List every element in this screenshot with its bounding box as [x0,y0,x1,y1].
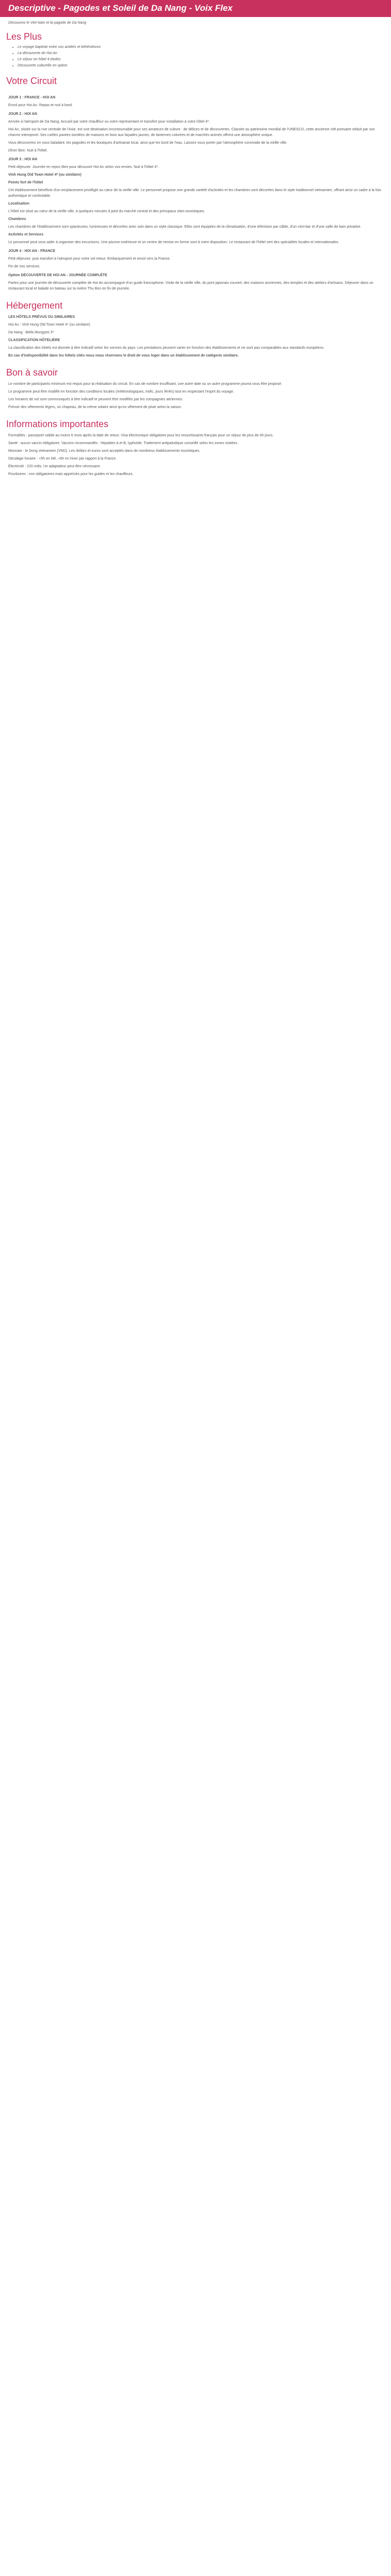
paragraph: Le nombre de participants minimum est requis pour la réalisation du circuit. En cas de nombre insuffisant, une autre date ou un autre programme pourra vous être proposé. [8,382,282,386]
paragraph: Petit déjeuner. Journée en repos libre pour découvrir Hoi An selon vos envies. Nuit à l'hôtel 4*. [8,165,159,169]
paragraph: Partez pour une journée de découverte complète de Hoi An accompagné d'un guide francophone. Visite de la vieille ville, du pont japonais couvert, des maisons anciennes, des temples et des ateliers d'artisans. Déjeuner dans un restaurant local et balade en bateau sur la rivière Thu Bon en fin de journée. [8,281,373,291]
paragraph: Fin de nos services. [8,265,41,268]
paragraph: Le personnel peut vous aider à organiser des excursions. Une piscine extérieure et un centre de remise en forme sont à votre disposition. Le restaurant de l'hôtel sert des spécialités locales et internationales. [8,241,339,244]
paragraph: Prévoir des vêtements légers, un chapeau, de la crème solaire ainsi qu'un vêtement de pluie selon la saison. [8,405,182,409]
paragraph: CLASSIFICATION HÔTELIÈRE [8,338,60,342]
paragraph: Électricité : 220 volts. Un adaptateur peut être nécessaire. [8,465,101,468]
list-item: • La découverte de Hoi An [18,50,391,57]
paragraph: JOUR 4 : HOI AN - FRANCE [8,249,56,253]
paragraph: L'hôtel est situé au cœur de la vieille ville, à quelques minutes à pied du marché central et des principaux sites touristiques. [8,210,205,213]
list-item: • Le voyage baptiste entre vos amitiés et béhénitrices [18,44,391,50]
paragraph: En cas d'indisponibilité dans les hôtels cités nous nous réservons le droit de vous loger dans un établissement de catégorie similaire. [8,354,239,358]
paragraph: Formalités : passeport valide au moins 6 mois après la date de retour. Visa électronique obligatoire pour les ressortissants français pour un séjour de plus de 45 jours. [8,434,274,437]
paragraph: Vous découvrirez en vous baladant, les pagodes et les boutiques d'artisanat local, ainsi que les bord de l'eau. Laissez-vous porter par l'atmosphère conviviale de la vieille ville. [8,141,287,145]
list-item: • Découverte culturelle en option [18,63,391,69]
circuit-heading: Votre Circuit [6,76,57,86]
paragraph: Dîner libre. Nuit à l'hôtel. [8,149,48,152]
paragraph: Les horaires de vol sont communiqués à titre indicatif et peuvent être modifiés par les compagnies aériennes. [8,398,183,401]
paragraph: Les chambres de l'établissement sont spacieuses, lumineuses et décorées avec soin dans un style classique. Elles sont équipées de la climatisation, d'une télévision par câble, d'un mini-bar et d'une salle de bain privative. [8,225,362,229]
list-item: • Le séjour en hôtel 4 étoiles [18,57,391,63]
paragraph: Cet établissement bénéficie d'un emplacement privilégié au cœur de la vieille ville. Le personnel propose une grande variété d'activités et les chambres sont décorées dans le style traditionnel vietnamien, offrant ainsi un cadre à la fois authentique et confortable. [8,189,381,198]
hebergement-heading: Hébergement [6,300,63,311]
paragraph: Petit déjeuner, puis transfert à l'aéroport pour votre vol retour. Embarquement et envol vers la France. [8,257,171,261]
paragraph: Hoi An : Vinh Hung Old Town Hotel 4* (ou similaire) [8,323,90,327]
bon-heading: Bon à savoir [6,367,58,378]
paragraph: JOUR 2 : HOI AN [8,112,37,116]
paragraph: Santé : aucun vaccin obligatoire. Vaccins recommandés : hépatites A et B, typhoïde. Traitement antipaludique conseillé selon les zones visitées. [8,442,238,445]
paragraph: Option DÉCOUVERTE DE HOI AN - JOURNÉE COMPLÈTE [8,274,107,277]
bottom-spacer [0,479,391,482]
paragraph: Arrivée à l'aéroport de Da Nang. Accueil par votre chauffeur ou votre représentant et transfert pour installation à votre hôtel 4*. [8,120,210,124]
paragraph: Da Nang : Bella Mungyeo 3* [8,331,54,334]
paragraph: Activités et Services [8,233,44,236]
paragraph: Monnaie : le Dong vietnamien (VND). Les dollars et euros sont acceptés dans de nombreux établissements touristiques. [8,449,201,453]
plus-heading: Les Plus [6,31,42,42]
paragraph: Hoi An, située sur la rive centrale de l'Asie, est une destination incontournable pour ses amateurs de culture : de délices et de découvertes. Classée au patrimoine mondial de l'UNESCO, cette ancienne cité portuaire séduit par son charme intemporel. Ses ruelles pavées bordées de maisons en bois aux façades jaunes, de lanternes colorées et de marchés animés offrent une atmosphère unique. [8,128,375,137]
page-title: Descriptive - Pagodes et Soleil de Da Nang - Voix Flex [0,0,391,17]
paragraph: Pourboires : non obligatoires mais appréciés pour les guides et les chauffeurs. [8,472,134,476]
paragraph: LES HÔTELS PRÉVUS OU SIMILAIRES [8,315,75,319]
page [0,0,391,482]
paragraph: JOUR 3 : HOI AN [8,158,37,161]
paragraph: Décalage horaire : +5h en été, +6h en hiver par rapport à la France. [8,457,117,461]
paragraph: Le programme peut être modifié en fonction des conditions locales (météorologiques, trafic, jours fériés) tout en respectant l'esprit du voyage. [8,390,234,394]
infos-heading: Informations importantes [6,419,109,429]
paragraph: Points fort de l'hôtel [8,181,43,184]
paragraph: Vinh Hung Old Town Hotel 4* (ou similaire) [8,173,82,177]
paragraph: Localisation [8,202,29,206]
bon-body [0,380,391,410]
plus-list [0,44,391,69]
hebergement-body [0,313,391,359]
paragraph: La classification des hôtels est donnée à titre indicatif selon les normes du pays. Les prestations peuvent varier en fonction des établissements et ne sont pas comparables aux standards européens. [8,346,324,350]
circuit-body [0,89,391,292]
paragraph: Chambres [8,217,26,221]
paragraph: Envol pour Hoi An. Repas et nuit à bord. [8,104,73,107]
intro-text: Découvrez le Viet Nam et la pagode de Da Nang [8,21,87,25]
paragraph: JOUR 1 : FRANCE - HOI AN [8,96,56,99]
infos-body [0,432,391,477]
